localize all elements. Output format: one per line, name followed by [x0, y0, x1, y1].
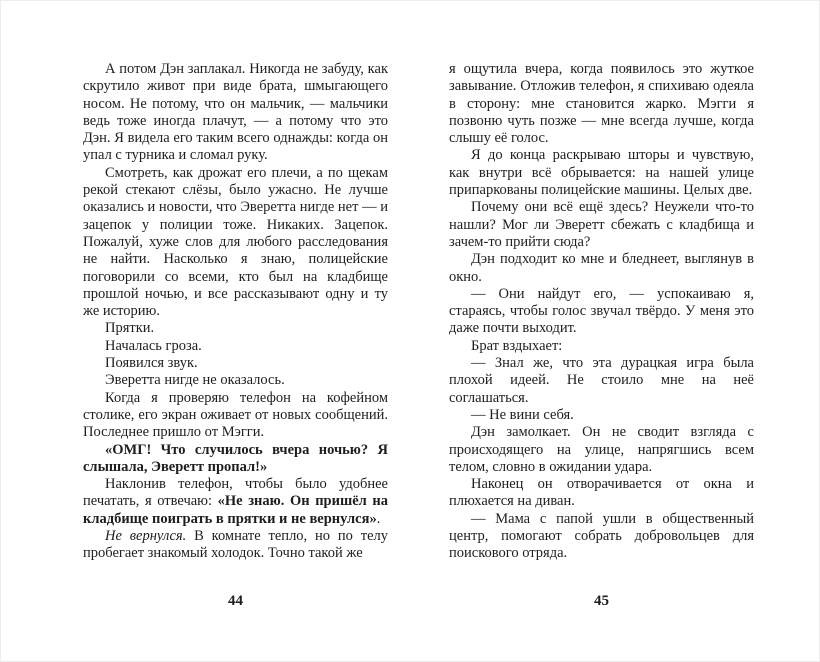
text-run: Смотреть, как дрожат его плечи, а по щекам рекой стекают слёзы, было ужасно. Не лучше оказались и новости, что Эверетта нигде нет — и зацепок у полиции тоже. Никаких. Зацепок. Пожалуй, хуже слов для любого расследования не найти. Насколько я знаю, полицейские поговорили со всеми, кто был на кладбище прошлой ночью, и все рассказывают одну и ту же историю. — [83, 164, 388, 320]
paragraph — [449, 61, 754, 147]
paragraph — [449, 199, 754, 251]
paragraph — [83, 338, 388, 355]
text-run: Наклонив телефон, чтобы было удобнее печатать, я отвечаю: — [83, 476, 388, 510]
paragraph — [449, 355, 754, 407]
text-run: Наконец он отворачивается от окна и плюхается на диван. — [449, 476, 754, 510]
bold-text-run: «ОМГ! Что случилось вчера ночью? Я слышала, Эверетт пропал!» — [83, 441, 388, 475]
page-text — [449, 61, 754, 563]
page-number: 44 — [228, 593, 243, 609]
text-run: Брат вздыхает: — [471, 337, 563, 354]
text-run: Прятки. — [105, 320, 155, 337]
italic-text-run: Не вернулся. — [105, 528, 187, 545]
paragraph — [83, 390, 388, 442]
text-run: Началась гроза. — [105, 337, 202, 354]
text-run: . — [376, 510, 381, 527]
text-run: — Они найдут его, — успокаиваю я, стараясь, чтобы голос звучал твёрдо. У меня это даже почти выходит. — [449, 285, 754, 337]
text-run: Почему они всё ещё здесь? Неужели что-то нашли? Мог ли Эверетт сбежать с кладбища и зачем-то прийти сюда? — [449, 199, 754, 250]
text-run: я ощутила вчера, когда появилось это жуткое завывание. Отложив телефон, я спихиваю одеяла в сторону: мне становится жарко. Мэгги я позвоню чуть позже — мне всегда лучше, когда слышу её голос. — [449, 61, 754, 147]
text-run: — Не вини себя. — [471, 406, 574, 423]
paragraph — [449, 407, 754, 424]
paragraph — [83, 442, 388, 477]
paragraph — [83, 476, 388, 528]
book-page-right — [449, 61, 754, 621]
paragraph — [449, 251, 754, 286]
bold-text-run: «Не знаю. Он пришёл на кладбище поиграть в прятки и не вернулся» — [83, 493, 388, 527]
text-run: В комнате тепло, но по телу пробегает знакомый холодок. Точно такой же — [83, 528, 388, 562]
paragraph — [83, 320, 388, 337]
text-run: — Мама с папой ушли в общественный центр, помогают собрать добровольцев для поискового отряда. — [449, 510, 754, 562]
paragraph — [449, 424, 754, 476]
book-page-left — [83, 61, 388, 621]
text-run: А потом Дэн заплакал. Никогда не забуду, как скрутило живот при виде брата, шмыгающего носом. Не потому, что он мальчик, — мальчики ведь тоже иногда плачут, — а потому что это Дэн. Я видела его таким всего однажды: когда он упал с турника и сломал руку. — [83, 61, 388, 164]
paragraph — [449, 338, 754, 355]
paragraph — [449, 476, 754, 511]
text-run: Я до конца раскрываю шторы и чувствую, как внутри всё обрывается: на нашей улице припаркованы полицейские машины. Целых две. — [449, 147, 754, 199]
paragraph — [83, 372, 388, 389]
paragraph — [83, 61, 388, 165]
paragraph — [83, 165, 388, 321]
text-run: Появился звук. — [105, 355, 198, 372]
paragraph — [83, 528, 388, 563]
paragraph — [449, 511, 754, 563]
text-run: Дэн подходит ко мне и бледнеет, выглянув в окно. — [449, 251, 754, 285]
paragraph — [449, 147, 754, 199]
paragraph — [449, 286, 754, 338]
page-number: 45 — [594, 593, 609, 609]
page-text — [83, 61, 388, 563]
text-run: Когда я проверяю телефон на кофейном столике, его экран оживает от новых сообщений. Последнее пришло от Мэгги. — [83, 389, 388, 441]
paragraph — [83, 355, 388, 372]
text-run: Эверетта нигде не оказалось. — [105, 372, 285, 389]
text-run: — Знал же, что эта дурацкая игра была плохой идеей. Не стоило мне на неё соглашаться. — [449, 355, 754, 406]
text-run: Дэн замолкает. Он не сводит взгляда с происходящего на улице, напрягшись всем телом, словно в ожидании удара. — [449, 424, 754, 475]
